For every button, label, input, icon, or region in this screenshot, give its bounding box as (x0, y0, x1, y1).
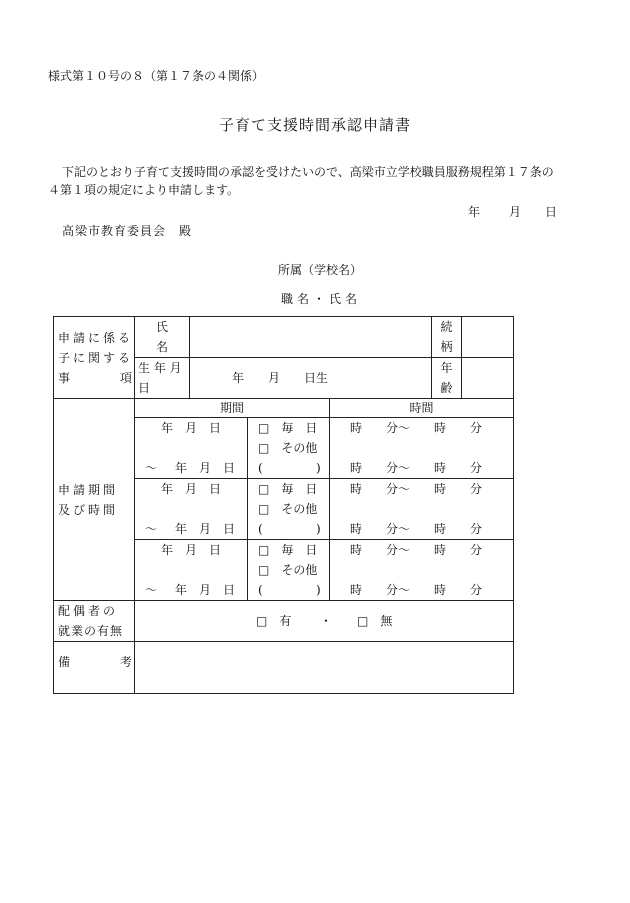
other-checkbox[interactable]: □ その他 (258, 563, 318, 577)
period-start: 年 月 日 (161, 482, 222, 496)
period-range-field[interactable] (135, 479, 248, 540)
remarks-label-b: 考 (120, 655, 133, 669)
paren-open: ( (258, 461, 263, 475)
child-name-field[interactable] (190, 317, 432, 358)
remarks-label (54, 642, 135, 694)
period-section-label (54, 399, 135, 601)
time-range-1: 時 分～ 時 分 (350, 543, 483, 557)
spouse-row (54, 601, 514, 642)
period-start: 年 月 日 (161, 421, 222, 435)
time-field[interactable] (330, 418, 514, 479)
spouse-label-line2: 就業の有無 (58, 624, 124, 638)
birth-label-1: 生 年 月 (138, 361, 182, 375)
frequency-field[interactable] (248, 540, 330, 601)
paren-open: ( (258, 583, 263, 597)
remarks-field[interactable] (135, 642, 514, 694)
frequency-field[interactable] (248, 479, 330, 540)
period-label-line2: 及び時間 (58, 502, 119, 517)
spouse-section-label (54, 601, 135, 642)
paren-close: ) (316, 461, 321, 475)
frequency-field[interactable] (248, 418, 330, 479)
period-end: 年 月 日 (175, 522, 236, 536)
spouse-yes-checkbox[interactable]: □ 有 (256, 614, 292, 628)
tilde: ～ (145, 522, 158, 536)
form-number: 様式第１０号の８（第１７条の４関係） (48, 69, 265, 83)
child-label-line1: 申請に係る (58, 330, 134, 345)
time-range-1: 時 分～ 時 分 (350, 482, 483, 496)
child-section-label (54, 317, 135, 399)
child-name-label-2: 名 (155, 340, 168, 354)
time-field[interactable] (330, 479, 514, 540)
child-label-line3a: 事 (58, 370, 71, 385)
affiliation-label: 所属（学校名） (277, 263, 362, 277)
intro-text-line1: 下記のとおり子育て支援時間の承認を受けたいので、高梁市立学校職員服務規程第１７条の (62, 165, 554, 179)
relation-label (432, 317, 462, 358)
child-name-label-1: 氏 (155, 320, 168, 334)
tilde: ～ (145, 583, 158, 597)
time-range-2: 時 分～ 時 分 (350, 583, 483, 597)
relation-field[interactable] (462, 317, 514, 358)
period-end: 年 月 日 (175, 583, 236, 597)
date-month: 月 (509, 205, 522, 219)
paren-close: ) (316, 583, 321, 597)
birth-label (135, 358, 190, 399)
separator-dot: ・ (320, 614, 333, 628)
birth-date-field[interactable] (190, 358, 432, 399)
period-header-row (54, 399, 514, 418)
other-checkbox[interactable]: □ その他 (258, 441, 318, 455)
date-year: 年 (468, 205, 481, 219)
birth-date-value: 年 月 日生 (232, 371, 329, 385)
period-end: 年 月 日 (175, 461, 236, 475)
time-range-2: 時 分～ 時 分 (350, 461, 483, 475)
age-label-2: 齢 (440, 381, 453, 395)
time-range-2: 時 分～ 時 分 (350, 522, 483, 536)
time-header: 時間 (330, 399, 514, 418)
position-name-label: 職名・氏名 (280, 292, 361, 306)
paren-close: ) (316, 522, 321, 536)
period-header: 期間 (135, 399, 330, 418)
child-label-line2: 子に関する (58, 350, 134, 365)
child-name-row (54, 317, 514, 358)
tilde: ～ (145, 461, 158, 475)
child-name-label (135, 317, 190, 358)
daily-checkbox[interactable]: □ 毎 日 (258, 421, 318, 435)
other-checkbox[interactable]: □ その他 (258, 502, 318, 516)
relation-label-2: 柄 (440, 340, 453, 354)
spouse-no-checkbox[interactable]: □ 無 (357, 614, 393, 628)
period-label-line1: 申請期間 (58, 482, 119, 497)
age-label (432, 358, 462, 399)
birth-label-2: 日 (138, 381, 151, 395)
age-label-1: 年 (440, 361, 453, 375)
paren-open: ( (258, 522, 263, 536)
relation-label-1: 続 (440, 320, 453, 334)
document-title: 子育て支援時間承認申請書 (218, 116, 411, 134)
time-field[interactable] (330, 540, 514, 601)
intro-text-line2: ４第１項の規定により申請します。 (48, 183, 240, 197)
addressee: 高梁市教育委員会 殿 (62, 224, 193, 238)
spouse-label-line1: 配偶者の (58, 604, 119, 618)
child-label-line3b: 項 (120, 370, 133, 385)
period-range-field[interactable] (135, 540, 248, 601)
application-table (53, 316, 514, 694)
age-field[interactable] (462, 358, 514, 399)
date-day: 日 (545, 205, 558, 219)
daily-checkbox[interactable]: □ 毎 日 (258, 482, 318, 496)
period-start: 年 月 日 (161, 543, 222, 557)
daily-checkbox[interactable]: □ 毎 日 (258, 543, 318, 557)
spouse-employment-field[interactable] (135, 601, 514, 642)
time-range-1: 時 分～ 時 分 (350, 421, 483, 435)
remarks-label-a: 備 (58, 655, 71, 669)
period-range-field[interactable] (135, 418, 248, 479)
remarks-row (54, 642, 514, 694)
